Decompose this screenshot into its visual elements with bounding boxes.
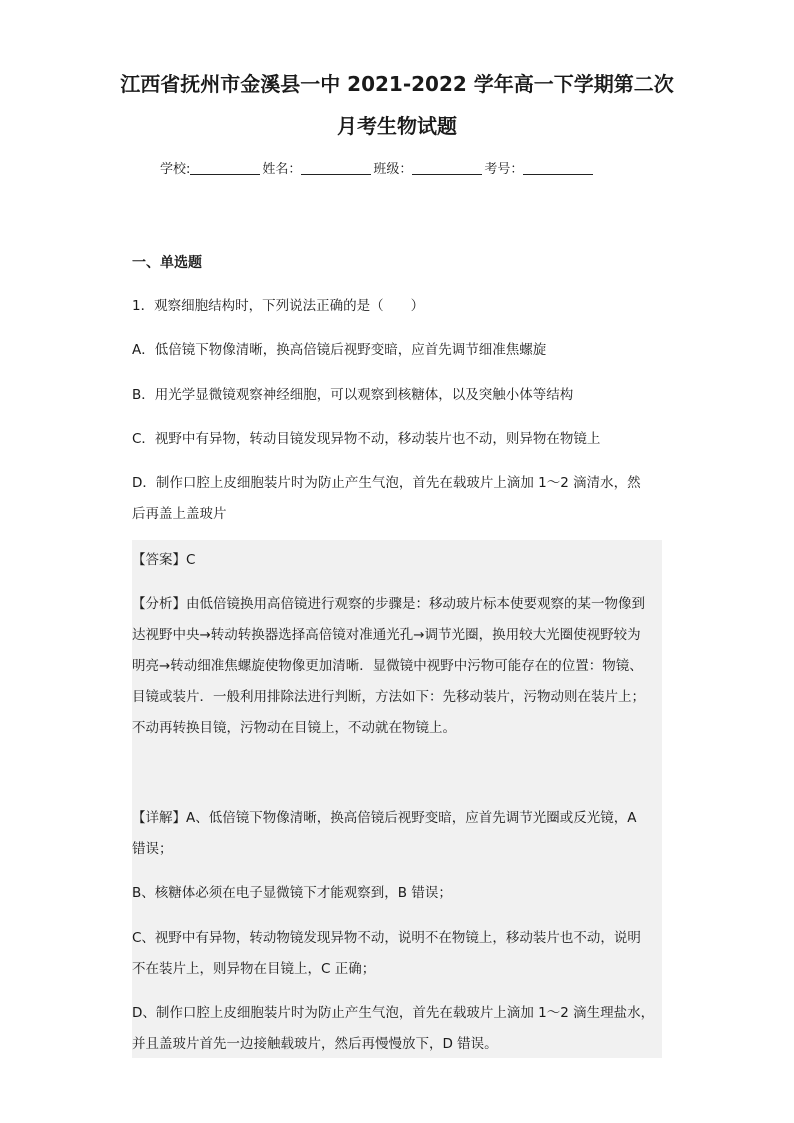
detail-line: 不在装片上，则异物在目镜上，C 正确； — [132, 961, 376, 977]
detail-line: 错误； — [132, 841, 173, 857]
name-blank — [301, 160, 371, 175]
class-blank — [412, 160, 482, 175]
detail-line: 【详解】A、低倍镜下物像清晰，换高倍镜后视野变暗，应首先调节光圈或反光镜，A — [132, 810, 637, 826]
analysis-line: 明亮→转动细准焦螺旋使物像更加清晰．显微镜中视野中污物可能存在的位置：物镜、 — [132, 658, 643, 674]
school-label: 学校: — [160, 162, 191, 177]
question-stem: 1．观察细胞结构时，下列说法正确的是（ ） — [132, 298, 425, 314]
exam-number-label: 考号： — [484, 162, 524, 177]
detail-line: C、视野中有异物，转动物镜发现异物不动，说明不在物镜上，移动装片也不动，说明 — [132, 930, 641, 946]
document-title-line1: 江西省抚州市金溪县一中 2021-2022 学年高一下学期第二次 — [120, 72, 674, 96]
detail-line: B、核糖体必须在电子显微镜下才能观察到，B 错误； — [132, 885, 452, 901]
school-blank — [190, 160, 260, 175]
answer-block — [132, 540, 662, 1058]
class-label: 班级： — [373, 162, 413, 177]
document-title-line2: 月考生物试题 — [337, 114, 457, 138]
detail-line: 并且盖玻片首先一边接触载玻片，然后再慢慢放下，D 错误。 — [132, 1036, 498, 1052]
analysis-line: 【分析】由低倍镜换用高倍镜进行观察的步骤是：移动玻片标本使要观察的某一物像到 — [132, 596, 645, 612]
analysis-line: 不动再转换目镜，污物动在目镜上，不动就在物镜上。 — [132, 720, 456, 736]
option-a: A．低倍镜下物像清晰，换高倍镜后视野变暗，应首先调节细准焦螺旋 — [132, 342, 547, 358]
student-info-row — [160, 158, 595, 177]
option-c: C．视野中有异物，转动目镜发现异物不动，移动装片也不动，则异物在物镜上 — [132, 431, 601, 447]
analysis-line: 目镜或装片．一般利用排除法进行判断，方法如下：先移动装片，污物动则在装片上； — [132, 689, 645, 705]
name-label: 姓名： — [262, 162, 302, 177]
analysis-line: 达视野中央→转动转换器选择高倍镜对准通光孔→调节光圈，换用较大光圈使视野较为 — [132, 627, 641, 643]
section-heading: 一、单选题 — [132, 255, 202, 271]
option-d: D．制作口腔上皮细胞装片时为防止产生气泡，首先在载玻片上滴加 1～2 滴清水，然 — [132, 475, 641, 491]
answer-line: 【答案】C — [132, 552, 196, 568]
exam-number-blank — [523, 160, 593, 175]
option-d-continued: 后再盖上盖玻片 — [132, 506, 227, 522]
option-b: B．用光学显微镜观察神经细胞，可以观察到核糖体，以及突触小体等结构 — [132, 387, 574, 403]
detail-line: D、制作口腔上皮细胞装片时为防止产生气泡，首先在载玻片上滴加 1～2 滴生理盐水， — [132, 1005, 655, 1021]
